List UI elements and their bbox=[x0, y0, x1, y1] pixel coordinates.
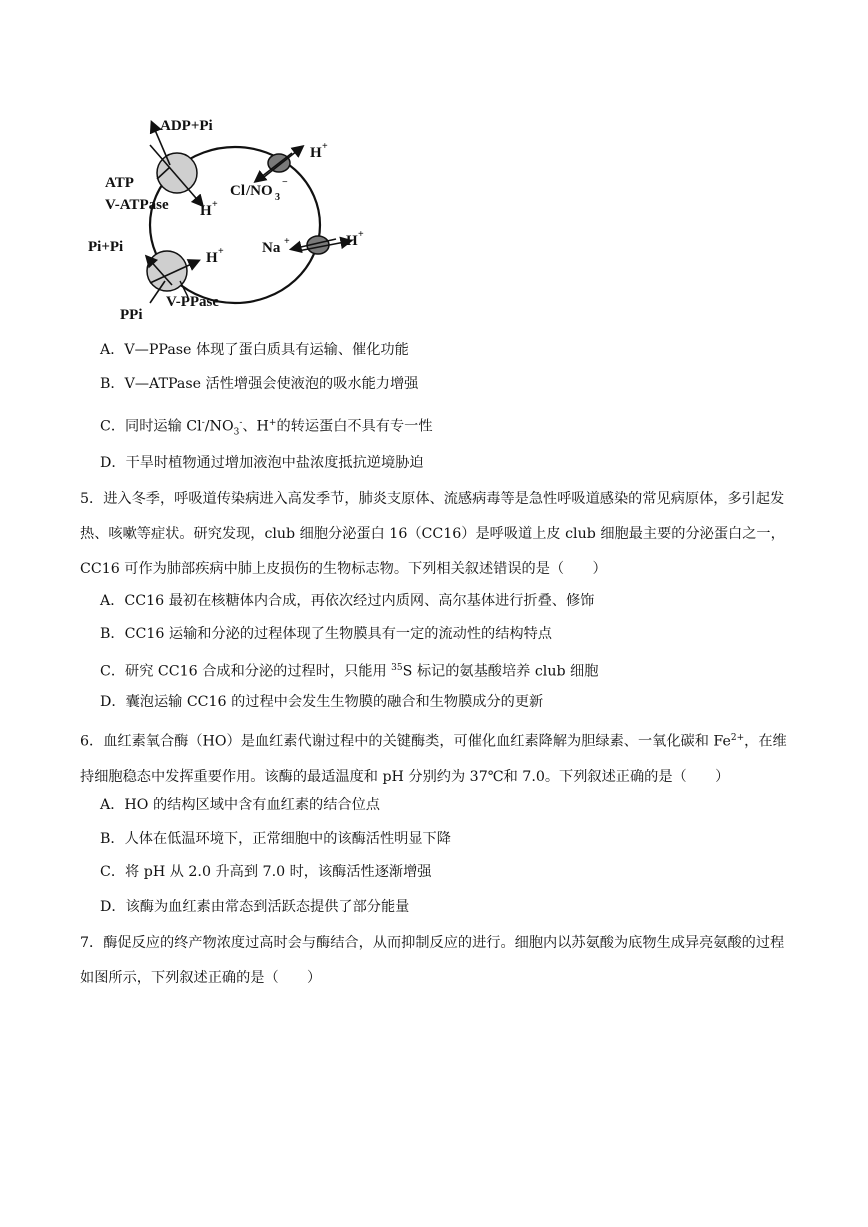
q4-c-post2: 的转运蛋白不具有专一性 bbox=[276, 418, 433, 435]
q6-stem-sup: 2+ bbox=[730, 733, 745, 743]
h-plus-sup-2: + bbox=[322, 141, 328, 152]
no3-minus: − bbox=[282, 177, 288, 188]
v-ppase-label: V-PPase bbox=[166, 294, 220, 310]
q5-option-c bbox=[100, 658, 598, 682]
q5-c-pre: C．研究 CC16 合成和分泌的过程时，只能用 bbox=[100, 663, 392, 680]
h-label-na: H bbox=[346, 233, 358, 249]
q6-stem-pre: 6．血红素氧合酶（HO）是血红素代谢过程中的关键酶类，可催化血红素降解为胆绿素、一氧化碳和 Fe bbox=[80, 733, 731, 750]
q5-option-b: B．CC16 运输和分泌的过程体现了生物膜具有一定的流动性的结构特点 bbox=[100, 626, 552, 642]
q5-option-a: A．CC16 最初在核糖体内合成，再依次经过内质网、高尔基体进行折叠、修饰 bbox=[100, 593, 595, 609]
q4-option-a: A．V—PPase 体现了蛋白质具有运输、催化功能 bbox=[100, 342, 409, 358]
q4-option-d: D．干旱时植物通过增加液泡中盐浓度抵抗逆境胁迫 bbox=[100, 455, 424, 471]
no3-label: /NO bbox=[246, 183, 273, 199]
h-label-atpase: H bbox=[200, 203, 212, 219]
q4-c-sup3: + bbox=[268, 418, 277, 428]
pi-pi-label: Pi+Pi bbox=[88, 239, 124, 255]
q4-option-c bbox=[100, 413, 433, 443]
h-plus-sup-4: + bbox=[218, 246, 224, 257]
atp-label: ATP bbox=[105, 175, 134, 191]
ppi-label: PPi bbox=[120, 307, 143, 323]
no3-sub: 3 bbox=[275, 192, 280, 203]
q4-c-sup2: - bbox=[239, 418, 243, 428]
q4-c-sub: 3 bbox=[233, 427, 240, 438]
q4-option-b: B．V—ATPase 活性增强会使液泡的吸水能力增强 bbox=[100, 376, 419, 392]
q6-option-c: C．将 pH 从 2.0 升高到 7.0 时，该酶活性逐渐增强 bbox=[100, 864, 432, 880]
q4-c-post1: 、H bbox=[242, 418, 269, 435]
vacuole-transport-diagram bbox=[80, 105, 380, 330]
h-label-cl: H bbox=[310, 145, 322, 161]
cl-label: Cl bbox=[230, 183, 245, 199]
h-label-ppase: H bbox=[206, 250, 218, 266]
vacuole-membrane-svg bbox=[80, 105, 380, 330]
v-ppase-protein bbox=[147, 251, 187, 291]
q5-stem: 5．进入冬季，呼吸道传染病进入高发季节，肺炎支原体、流感病毒等是急性呼吸道感染的常见病原体，多引起发热、咳嗽等症状。研究发现，club 细胞分泌蛋白 16（CC16）是呼吸道上皮 club 细胞最主要的分泌蛋白之一，CC16 可作为肺部疾病中肺上皮损伤的生物标志物。下列相关叙述错误的是（ ） bbox=[80, 491, 785, 577]
q6-stem-post: ，在维持细胞稳态中发挥重要作用。该酶的最适温度和 pH 分别约为 37℃和 7.0。下列叙述正确的是（ ） bbox=[80, 733, 787, 785]
adp-pi-label: ADP+Pi bbox=[160, 118, 213, 134]
q4-c-sup: - bbox=[201, 418, 205, 428]
q6-stem bbox=[80, 721, 792, 795]
q6-option-b: B．人体在低温环境下，正常细胞中的该酶活性明显下降 bbox=[100, 831, 451, 847]
na-plus-sup: + bbox=[284, 236, 290, 247]
q5-option-d: D．囊泡运输 CC16 的过程中会发生生物膜的融合和生物膜成分的更新 bbox=[100, 694, 544, 710]
q6-option-d: D．该酶为血红素由常态到活跃态提供了部分能量 bbox=[100, 899, 410, 915]
q5-c-sup: 35 bbox=[391, 663, 403, 673]
na-label: Na bbox=[262, 240, 281, 256]
q7-stem: 7．酶促反应的终产物浓度过高时会与酶结合，从而抑制反应的进行。细胞内以苏氨酸为底物生成异亮氨酸的过程如图所示，下列叙述正确的是（ ） bbox=[80, 935, 785, 986]
h-plus-sup: + bbox=[212, 199, 218, 210]
q5-c-post: S 标记的氨基酸培养 club 细胞 bbox=[402, 663, 599, 680]
q6-option-a: A．HO 的结构区域中含有血红素的结合位点 bbox=[100, 797, 380, 813]
q4-c-mid: /NO bbox=[204, 418, 234, 435]
h-plus-sup-3: + bbox=[358, 229, 364, 240]
v-atpase-label: V-ATPase bbox=[105, 197, 169, 213]
q4-c-pre: C．同时运输 Cl bbox=[100, 418, 202, 435]
